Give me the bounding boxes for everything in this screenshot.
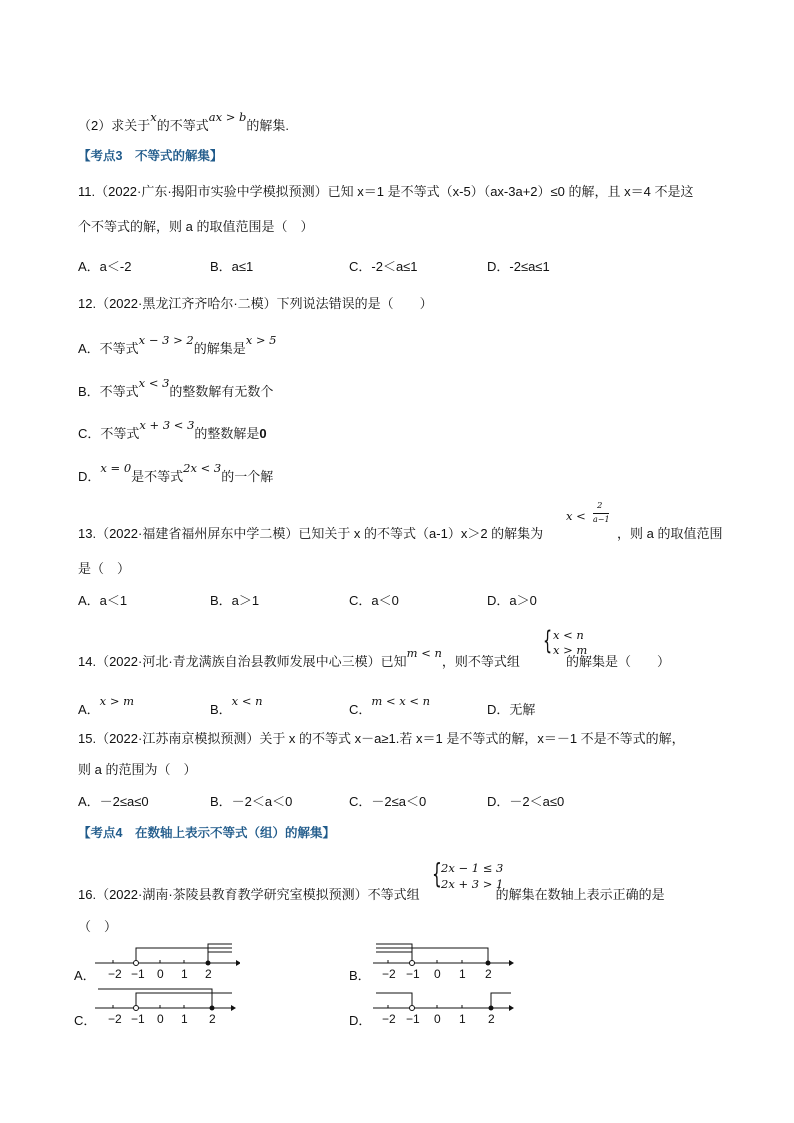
closed-point: [206, 961, 211, 966]
tick-label: 0: [434, 967, 441, 980]
q12-a-mid: 的解集是: [193, 341, 246, 356]
tick-label: −1: [406, 1012, 420, 1025]
q12-d-mid: 是不等式: [131, 469, 184, 484]
q12-d-tail: 的一个解: [221, 469, 274, 484]
q15-option-c[interactable]: C．－2≤a＜0: [349, 794, 427, 809]
q16-tail-text: 的解集在数轴上表示正确的是: [495, 887, 665, 902]
axis-arrow: [236, 960, 240, 966]
q12-option-d[interactable]: [78, 461, 274, 486]
inequality-ax-gt-b: ax > b: [208, 110, 247, 124]
q12-option-a[interactable]: [78, 333, 277, 358]
tick-label: 0: [157, 967, 164, 980]
q13-option-b[interactable]: B．a＞1: [210, 593, 260, 608]
question-16-line2: （ ）: [78, 919, 118, 934]
tick-label: −2: [108, 1012, 122, 1025]
q14-tail-text: 的解集是（ ）: [565, 654, 670, 669]
q12-b-label: B．不等式: [78, 384, 139, 399]
question-16-stem: [78, 886, 665, 903]
q11-option-a[interactable]: A．a＜-2: [78, 259, 132, 274]
q16-option-c-label[interactable]: C．: [74, 1013, 97, 1028]
q13-frac-lhs: x <: [566, 509, 586, 523]
question-10-part2: [78, 110, 290, 135]
question-13-line2: 是（ ）: [78, 561, 131, 576]
var-x: x: [150, 110, 157, 124]
q14-b-expr: x < n: [231, 694, 263, 708]
q13-option-a[interactable]: A．a＜1: [78, 593, 128, 608]
tick-label: 1: [459, 967, 466, 980]
q13-option-d[interactable]: D．a＞0: [487, 593, 537, 608]
q12-c-expr: x + 3 < 3: [139, 418, 195, 432]
q10-text-suffix: 的解集.: [246, 118, 290, 133]
q14-option-b[interactable]: [210, 694, 263, 719]
open-point: [134, 961, 139, 966]
q14-condition: m < n: [406, 646, 442, 660]
tick-label: −1: [131, 967, 145, 980]
q14-a-expr: x > m: [99, 694, 135, 708]
q12-a-label: A．不等式: [78, 341, 139, 356]
axis-arrow: [509, 1005, 514, 1011]
q14-option-c[interactable]: [349, 694, 431, 719]
question-11-line2: 个不等式的解，则 a 的取值范围是（ ）: [78, 219, 314, 234]
question-13-line1: 13.（2022·福建省福州屏东中学二模）已知关于 x 的不等式（a-1）x＞2 的解集为: [78, 526, 544, 541]
question-15-line2: 则 a 的范围为（ ）: [78, 762, 197, 777]
q12-option-c[interactable]: [78, 418, 267, 443]
tick-label: 2: [485, 967, 492, 980]
q15-option-a[interactable]: A．－2≤a≤0: [78, 794, 149, 809]
q16-option-b-label[interactable]: B．: [349, 968, 371, 983]
tick-label: 0: [434, 1012, 441, 1025]
q12-d-expr: x = 0: [100, 461, 132, 475]
q14-c-expr: m < x < n: [371, 694, 431, 708]
q12-b-mid: 的整数解有无数个: [169, 384, 274, 399]
tick-label: 2: [205, 967, 212, 980]
region-left-of-2: [208, 944, 232, 963]
q14-stem-text: 14.（2022·河北·青龙满族自治县教师发展中心三模）已知: [78, 654, 407, 669]
q14-b-label: B．: [210, 702, 232, 717]
q16-number-line-b[interactable]: [368, 940, 518, 980]
q13-frac-num: 2: [597, 501, 603, 511]
q12-b-expr: x < 3: [138, 376, 170, 390]
q15-option-d[interactable]: D．－2＜a≤0: [487, 794, 565, 809]
region-left-of-2: [98, 989, 212, 1008]
tick-label: 1: [181, 1012, 188, 1025]
q11-option-c[interactable]: C．-2＜a≤1: [349, 259, 418, 274]
question-12-stem: 12.（2022·黑龙江齐齐哈尔·二模）下列说法错误的是（ ）: [78, 296, 433, 311]
q16-brace: {: [432, 857, 442, 890]
q14-system-eq1: x < n: [553, 628, 584, 642]
q10-text: （2）求关于: [78, 118, 151, 133]
tick-label: −1: [131, 1012, 145, 1025]
tick-label: 0: [157, 1012, 164, 1025]
open-point: [410, 1006, 415, 1011]
q13-option-c[interactable]: C．a＜0: [349, 593, 399, 608]
closed-point: [489, 1006, 494, 1011]
q14-brace: {: [543, 626, 553, 656]
tick-label: 1: [181, 967, 188, 980]
q16-option-a-label[interactable]: A．: [74, 968, 96, 983]
axis-arrow: [231, 1005, 236, 1011]
q16-system-eq2: 2x + 3 > 1: [441, 877, 504, 891]
q16-option-d-label[interactable]: D．: [349, 1013, 372, 1028]
q12-a-answer: x > 5: [245, 333, 277, 347]
section-heading-3: 【考点3 不等式的解集】: [78, 149, 223, 163]
q13-frac-bar: [593, 513, 609, 514]
tick-label: −2: [382, 1012, 396, 1025]
q11-option-d[interactable]: D．-2≤a≤1: [487, 259, 550, 274]
q11-option-b[interactable]: B．a≤1: [210, 259, 254, 274]
open-point: [134, 1006, 139, 1011]
q13-frac-den: a−1: [593, 515, 610, 524]
q12-d-label: D．: [78, 469, 101, 484]
q12-option-b[interactable]: [78, 376, 274, 401]
closed-point: [486, 961, 491, 966]
tick-label: −1: [406, 967, 420, 980]
q16-number-line-c[interactable]: [90, 985, 240, 1025]
open-point: [410, 961, 415, 966]
q16-system-eq1: 2x − 1 ≤ 3: [441, 861, 504, 875]
section-heading-4: 【考点4 在数轴上表示不等式（组）的解集】: [78, 826, 335, 840]
q12-a-expr: x − 3 > 2: [138, 333, 194, 347]
q10-text-mid: 的不等式: [156, 118, 209, 133]
q13-fraction-expr: [566, 501, 616, 531]
q14-system-eq2: x > m: [553, 643, 588, 657]
q12-d-expr2: 2x < 3: [183, 461, 222, 475]
q14-option-d[interactable]: D．无解: [487, 702, 536, 717]
q12-c-label: C．不等式: [78, 426, 140, 441]
closed-point: [210, 1006, 215, 1011]
q14-option-a[interactable]: [78, 694, 135, 719]
q14-c-label: C．: [349, 702, 372, 717]
question-13-line1-tail: ，则 a 的取值范围: [617, 526, 723, 541]
tick-label: 1: [459, 1012, 466, 1025]
q15-option-b[interactable]: B．－2＜a＜0: [210, 794, 293, 809]
q14-mid-text: ，则不等式组: [441, 654, 520, 669]
tick-label: −2: [108, 967, 122, 980]
tick-label: 2: [209, 1012, 216, 1025]
region-left-of-2: [376, 948, 488, 963]
q12-c-answer: 0: [259, 426, 267, 441]
q16-number-line-d[interactable]: [368, 985, 518, 1025]
q12-c-mid: 的整数解是: [194, 426, 260, 441]
question-11-line1: 11.（2022·广东·揭阳市实验中学模拟预测）已知 x＝1 是不等式（x-5）（ax-3a+2）≤0 的解，且 x＝4 不是这: [78, 184, 694, 199]
question-15-line1: 15.（2022·江苏南京模拟预测）关于 x 的不等式 x－a≥1.若 x＝1 是不等式的解，x＝－1 不是不等式的解，: [78, 731, 685, 746]
region-left-of-minus1: [376, 944, 412, 963]
tick-label: −2: [382, 967, 396, 980]
q16-number-line-a[interactable]: [90, 940, 240, 980]
q16-stem-text: 16.（2022·湖南·茶陵县教育教学研究室模拟预测）不等式组: [78, 887, 420, 902]
q14-a-label: A．: [78, 702, 100, 717]
region-right-of-2: [491, 993, 511, 1008]
tick-label: 2: [488, 1012, 495, 1025]
axis-arrow: [509, 960, 514, 966]
region-left-of-minus1: [376, 993, 412, 1008]
